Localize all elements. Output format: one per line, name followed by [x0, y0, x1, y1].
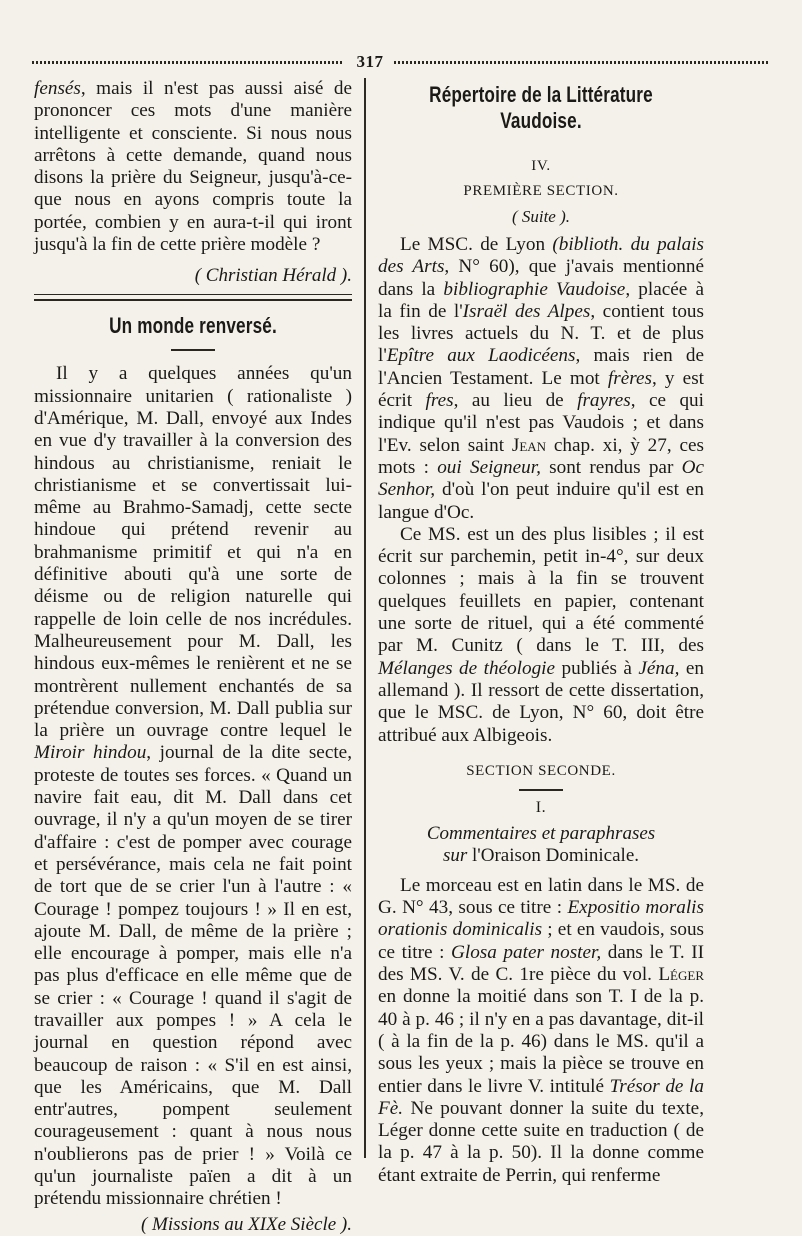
paragraph-text: , ce qui indique qu'il n'est pas Vaudois ; et dans l'Ev. selon saint: [378, 390, 704, 456]
paragraph-text: , contient tous les livres actuels du N. T. et de plus l': [378, 300, 704, 367]
paragraph-text: Il y a quelques années qu'un missionnaire unitarien ( rationaliste ) d'Amérique, M. Dall, envoyé aux Indes en vue d'y travailler à la conversion des hindous au christianisme, reniait le christianisme et se convertissait lui-même au Brahmo-Samadj, cette secte hindoue qui prétend revenir au brahmanisme primitif et qui n'a en définitive abouti qu'à une sorte de déisme ou de religion naturelle qui rappelle de loin celle de nos incrédules. Malheureusement pour M. Dall, les hindous eux-mêmes le renièrent et ne se montrèrent nullement enchantés de sa prétendue conversion, M. Dall publia sur la prière un ouvrage contre lequel le: [34, 363, 352, 742]
italic-text: sur: [442, 844, 473, 866]
left-paragraph-2: [34, 363, 352, 1210]
citation-missions: ( Missions au XIXe Siècle ).: [140, 1213, 352, 1235]
paragraph-text: , y est écrit: [378, 367, 704, 412]
subsection-number: I.: [535, 798, 547, 816]
paragraph-text: Le morceau est en latin dans le MS. de G. N° 43, sous ce titre :: [378, 874, 704, 919]
section-dash: [519, 789, 563, 791]
left-paragraph-1: [34, 78, 352, 256]
paragraph-text: , mais rien de l'Ancien Testament. Le mot: [378, 345, 704, 389]
repertoire-title: Répertoire de la Littérature Vaudoise.: [429, 82, 653, 133]
title-dash: [171, 349, 215, 351]
italic-text: Epître aux Laodicéens: [386, 345, 576, 367]
italic-text: bibliographie Vaudoise: [443, 278, 626, 300]
italic-text: fres: [425, 390, 454, 412]
italic-text: fensés: [34, 78, 81, 99]
italic-text: Oc Senhor,: [378, 456, 704, 501]
italic-text: frères: [607, 367, 652, 389]
subsection-title-line-1: Commentaires et paraphrases: [426, 822, 656, 844]
small-caps-text: Jean: [511, 434, 547, 456]
column-divider: [364, 78, 366, 1158]
right-paragraph-1: [378, 234, 704, 524]
paragraph-text: en donne la moitié dans son T. I de la p. 40 à p. 46 ; il n'y en a pas davantage, dit-il ( à la fin de la p. 46) dans le MS. qu'il a sous les yeux ; mais la pièce se trouve en entier dans le livre V. intitulé: [378, 986, 704, 1097]
section-heading-1: PREMIÈRE SECTION.: [463, 183, 619, 199]
page-header: [32, 52, 770, 74]
paragraph-text: , mais il n'est pas aussi aisé de prononcer ces mots d'une manière intelligente et consciente. Si nous nous arrêtons à cette demande, quand nous disons la prière du Seigneur, jusqu'à-ce-que nous en ayons compris toute la portée, combien y en aura-t-il qui iront jusqu'à la fin de cette prière modèle ?: [34, 78, 352, 256]
article-title: Un monde renversé.: [109, 313, 277, 339]
italic-text: oui Seigneur,: [437, 456, 541, 478]
subsection-title-line-2: [378, 845, 704, 867]
italic-text: Miroir hindou: [34, 742, 147, 764]
section-heading-2: SECTION SECONDE.: [466, 762, 616, 779]
part-number: IV.: [531, 158, 551, 174]
italic-text: Mélanges de théologie: [378, 657, 556, 679]
paragraph-text: Ce MS. est un des plus lisibles ; il est écrit sur parchemin, petit in-4°, sur deux colonnes ; mais à la fin se trouvent quelques feuillets en papier, contenant une sorte de rituel, qui a été commenté par M. Cunitz ( dans le T. III, des: [378, 523, 704, 657]
subtitle-text: l'Oraison Dominicale.: [472, 844, 640, 866]
header-ornament-right: [394, 61, 770, 64]
right-column: [378, 78, 704, 1187]
italic-text: Israël des Alpes: [462, 300, 591, 322]
paragraph-text: Le MSC. de Lyon: [400, 234, 553, 255]
italic-text: (biblioth. du palais des Arts: [378, 234, 705, 278]
italic-text: Expositio moralis orationis dominicalis: [378, 897, 704, 941]
paragraph-text: ; et en vaudois, sous ce titre :: [378, 919, 705, 963]
section-rule: [34, 294, 352, 301]
italic-text: Glosa pater noster,: [451, 941, 602, 963]
paragraph-text: , placée à la fin de l': [378, 278, 704, 322]
right-paragraph-3: [378, 875, 704, 1187]
paragraph-text: , au lieu de: [453, 390, 578, 412]
paragraph-text: , journal de la dite secte, proteste de toutes ses forces. « Quand un navire fait eau, dit M. Dall dans cet ouvrage, il n'y a qu'un moyen de se tirer d'affaire : c'est de pomper avec courage et persévérance, mais cela ne fait point de tort que de se crier l'un à l'autre : « Courage ! pompez toujours ! » Il en est, ajoute M. Dall, de même de la prière ; elle encourage à pomper, mais elle n'a pas plus d'efficace en elle même que de se crier : « Courage ! quand il s'agit de travailler aux pompes ! » A cela le journal en question répond avec beaucoup de raison : « S'il en est ainsi, que les Américains, que M. Dall entr'autres, pompent seulement courageusement : quant à nous nous n'oublierons pas de prier ! » Voilà ce qu'un journaliste païen a dit à un prétendu missionnaire chrétien !: [34, 742, 352, 1210]
header-ornament-left: [32, 61, 344, 64]
paragraph-text: publiés à: [555, 657, 639, 679]
paragraph-text: chap. xi, ỳ 27, ces mots :: [378, 434, 704, 478]
small-caps-text: Léger: [658, 964, 704, 986]
paragraph-text: d'où l'on peut induire qu'il est en langue d'Oc.: [378, 479, 704, 523]
page-number: 317: [356, 52, 384, 71]
italic-text: Jéna,: [638, 657, 680, 679]
paragraph-text: sont rendus par: [540, 456, 682, 478]
suite-label: ( Suite ).: [511, 207, 571, 226]
paragraph-text: en allemand ). Il ressort de cette dissertation, que le MSC. de Lyon, N° 60, doit être attribué aux Albigeois.: [378, 657, 704, 746]
paragraph-text: Ne pouvant donner la suite du texte, Léger donne cette suite en traduction ( de la p. 47 à la p. 50). Il la donne comme étant extraite de Perrin, qui renferme: [378, 1097, 704, 1186]
paragraph-text: , N° 60), que j'avais mentionné dans la: [378, 256, 704, 300]
right-paragraph-2: [378, 524, 704, 747]
italic-text: frayres: [577, 390, 631, 412]
citation-christian-herald: ( Christian Hérald ).: [194, 265, 352, 287]
left-column: [34, 78, 352, 1236]
paragraph-text: dans le T. II des MS. V. de C. 1re pièce du vol.: [378, 941, 704, 986]
italic-text: Trésor de la Fè.: [378, 1075, 704, 1119]
